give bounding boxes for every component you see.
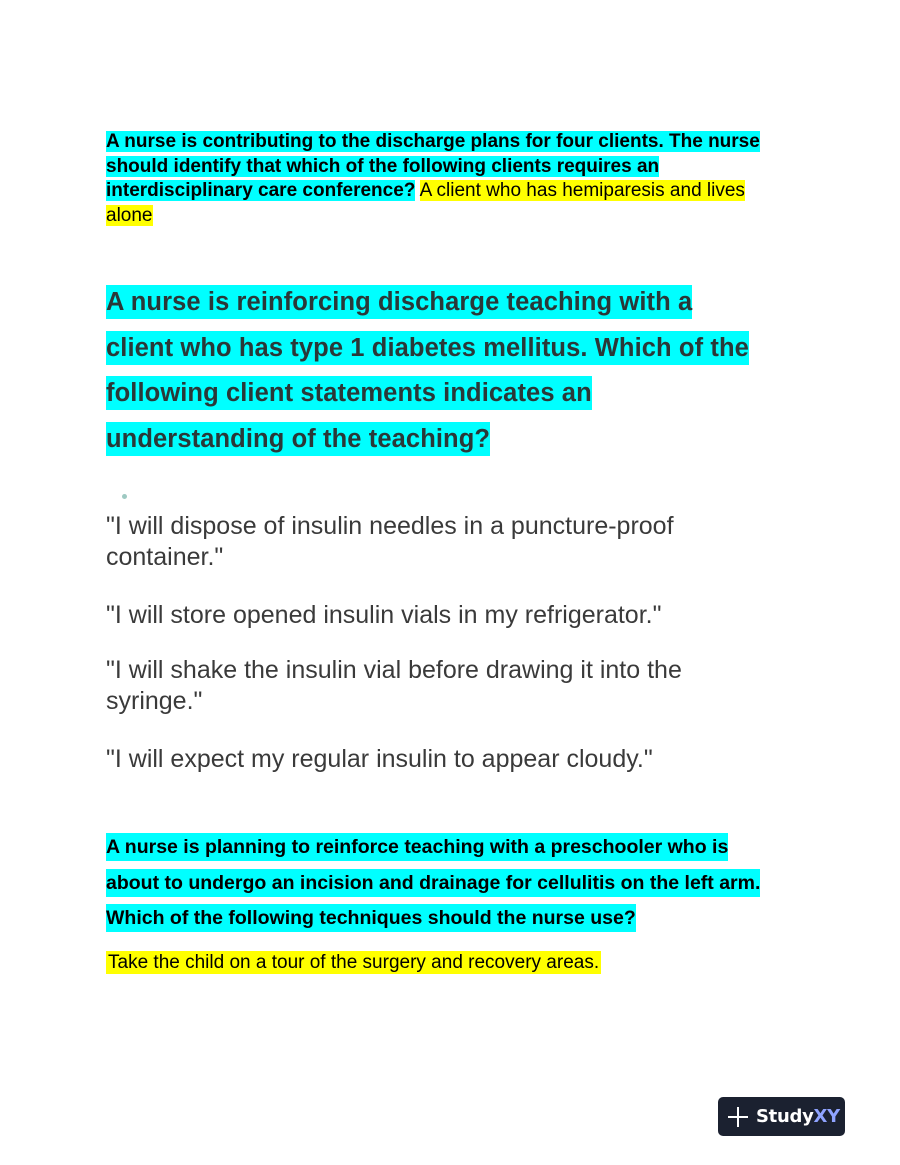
question-3-text: A nurse is planning to reinforce teaching with a preschooler who is about to undergo an incision and drainage for cellulitis on the left arm. Which of the following techniques should the nurse use? — [106, 833, 760, 932]
speck-mark — [122, 494, 127, 499]
brand-name-accent: XY — [813, 1106, 840, 1127]
question-2-option-1: "I will dispose of insulin needles in a puncture-proof container." — [106, 512, 674, 571]
question-1-text: A nurse is contributing to the discharge plans for four clients. The nurse should identify that which of the following clients requires an interdisciplinary care conference? — [106, 131, 760, 201]
question-2 — [106, 280, 766, 462]
question-1 — [106, 130, 786, 228]
question-2-text: A nurse is reinforcing discharge teaching with a client who has type 1 diabetes mellitus. Which of the following client statements indicates an understanding of the teaching? — [106, 285, 749, 456]
question-3-answer: Take the child on a tour of the surgery and recovery areas. — [108, 952, 600, 973]
question-1-answer: A client who has hemiparesis and lives alone — [106, 180, 745, 226]
question-2-option-2: "I will store opened insulin vials in my refrigerator." — [106, 601, 662, 629]
plus-icon — [728, 1107, 748, 1127]
question-3-answer-block — [106, 949, 601, 976]
question-2-option-4: "I will expect my regular insulin to appear cloudy." — [106, 745, 653, 773]
question-2-option-3: "I will shake the insulin vial before drawing it into the syringe." — [106, 656, 682, 715]
brand-name — [756, 1106, 840, 1127]
question-3 — [106, 830, 786, 937]
brand-name-main: Study — [756, 1106, 814, 1127]
studyxy-logo[interactable] — [718, 1097, 845, 1136]
